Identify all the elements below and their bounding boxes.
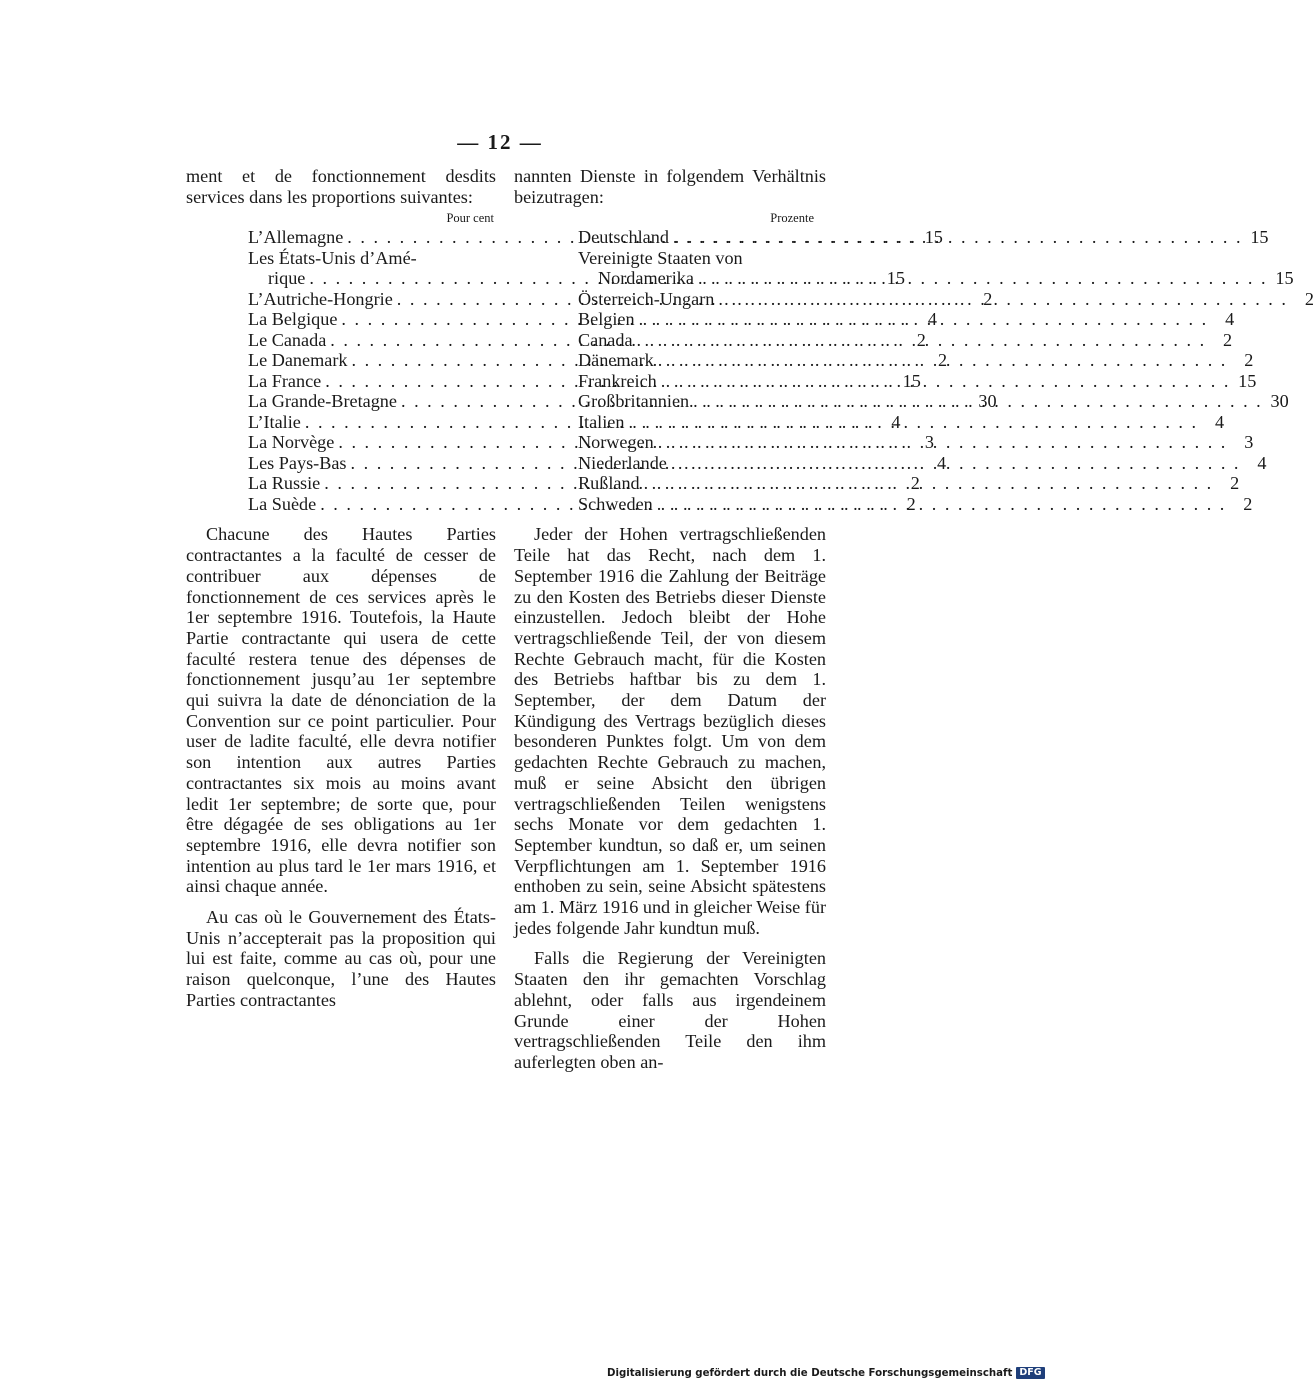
table-row: La Grande-Bretagne . . . 30	[248, 391, 486, 412]
french-unit-label: Pour cent	[446, 211, 494, 226]
table-row: La Russie . . . 2	[248, 473, 486, 494]
footer-text: Digitalisierung gefördert durch die Deutsche Forschungsgemeinschaft	[607, 1367, 1013, 1379]
table-row: Belgien . . . 4	[578, 309, 814, 330]
table-row: rique . . . 15	[248, 268, 486, 289]
dfg-logo: DFG	[1016, 1367, 1044, 1379]
table-row: La Suède . . . 2	[248, 494, 486, 515]
table-row: La France . . . 15	[248, 371, 486, 392]
table-row: Rußland . . . 2	[578, 473, 814, 494]
table-row: Italien . . . 4	[578, 412, 814, 433]
table-row: Les États-Unis d’Amé-	[248, 247, 417, 268]
french-paragraph-1: Chacune des Hautes Parties contractantes a la faculté de cesser de contribuer aux dépenses de fonctionnement de ces services après le 1er septembre 1916. Toutefois, la Haute Partie contractante qui usera de cette faculté restera tenue des dépenses de fonctionnement jusqu’au 1er septembre qui suivra la date de dénonciation de la Convention sur ce point particulier. Pour user de ladite faculté, elle devra notifier son intention aux autres Parties contractantes six mois au moins avant ledit 1er septembre; de sorte que, pour être dégagée de ses obligations au 1er septembre 1916, elle devra notifier son intention au plus tard le 1er mars 1916, et ainsi chaque année.	[186, 524, 496, 897]
table-row: L’Allemagne . . . 15	[248, 227, 486, 248]
table-row: La Belgique . . . 4	[248, 309, 486, 330]
table-row: Großbritannien . . . 30	[578, 391, 814, 412]
table-row: Deutschland . . . 15	[578, 227, 814, 248]
table-row: Le Danemark . . . 2	[248, 350, 486, 371]
table-row: Canada . . . 2	[578, 330, 814, 351]
french-intro: ment et de fonctionnement desdits services dans les proportions suivantes:	[186, 166, 496, 207]
table-row: Les Pays-Bas . . . 4	[248, 453, 486, 474]
german-intro: nannten Dienste in folgendem Verhältnis beizutragen:	[514, 166, 826, 207]
table-row: Le Canada . . . 2	[248, 330, 486, 351]
table-row: L’Autriche-Hongrie . . . 2	[248, 289, 486, 310]
table-row: Niederlande . . . 4	[578, 453, 814, 474]
german-paragraph-2: Falls die Regierung der Vereinigten Staaten den ihr gemachten Vorschlag ablehnt, oder falls aus irgendeinem Grunde einer der Hohen vertragschließenden Teile den ihm auferlegten oben an-	[514, 948, 826, 1072]
table-row: Dänemark . . . 2	[578, 350, 814, 371]
page-number: — 12 —	[457, 130, 543, 154]
table-row: La Norvège . . . 3	[248, 432, 486, 453]
table-row: Vereinigte Staaten von	[578, 247, 743, 268]
table-row: Frankreich . . . 15	[578, 371, 814, 392]
german-unit-label: Prozente	[770, 211, 814, 226]
digitization-footer	[607, 1366, 1042, 1380]
table-row: Nordamerika . . . 15	[578, 268, 814, 289]
french-paragraph-2: Au cas où le Gouvernement des États-Unis n’accepterait pas la proposition qui lui est faite, comme au cas où, pour une raison quelconque, l’une des Hautes Parties contractantes	[186, 907, 496, 1010]
table-row: Österreich-Ungarn . . . 2	[578, 289, 814, 310]
table-row: Schweden . . . 2	[578, 494, 814, 515]
german-paragraph-1: Jeder der Hohen vertragschließenden Teile hat das Recht, nach dem 1. September 1916 die Zahlung der Beiträge zu den Kosten des Betriebs dieser Dienste einzustellen. Jedoch bleibt der Hohe vertragschließende Teil, der von diesem Rechte Gebrauch macht, für die Kosten des Betriebs haftbar bis zu dem 1. September, der dem Datum der Kündigung des Vertrags bezüglich dieses besonderen Punktes folgt. Um von dem gedachten Rechte Gebrauch zu machen, muß er seine Absicht den übrigen vertragschließenden Teilen wenigstens sechs Monate vor dem gedachten 1. September kundtun, so daß er, um seinen Verpflichtungen am 1. September 1916 enthoben zu sein, seine Absicht spätestens am 1. März 1916 und in gleicher Weise für jedes folgende Jahr kundtun muß.	[514, 524, 826, 938]
table-row: Norwegen . . . 3	[578, 432, 814, 453]
table-row: L’Italie . . . 4	[248, 412, 486, 433]
